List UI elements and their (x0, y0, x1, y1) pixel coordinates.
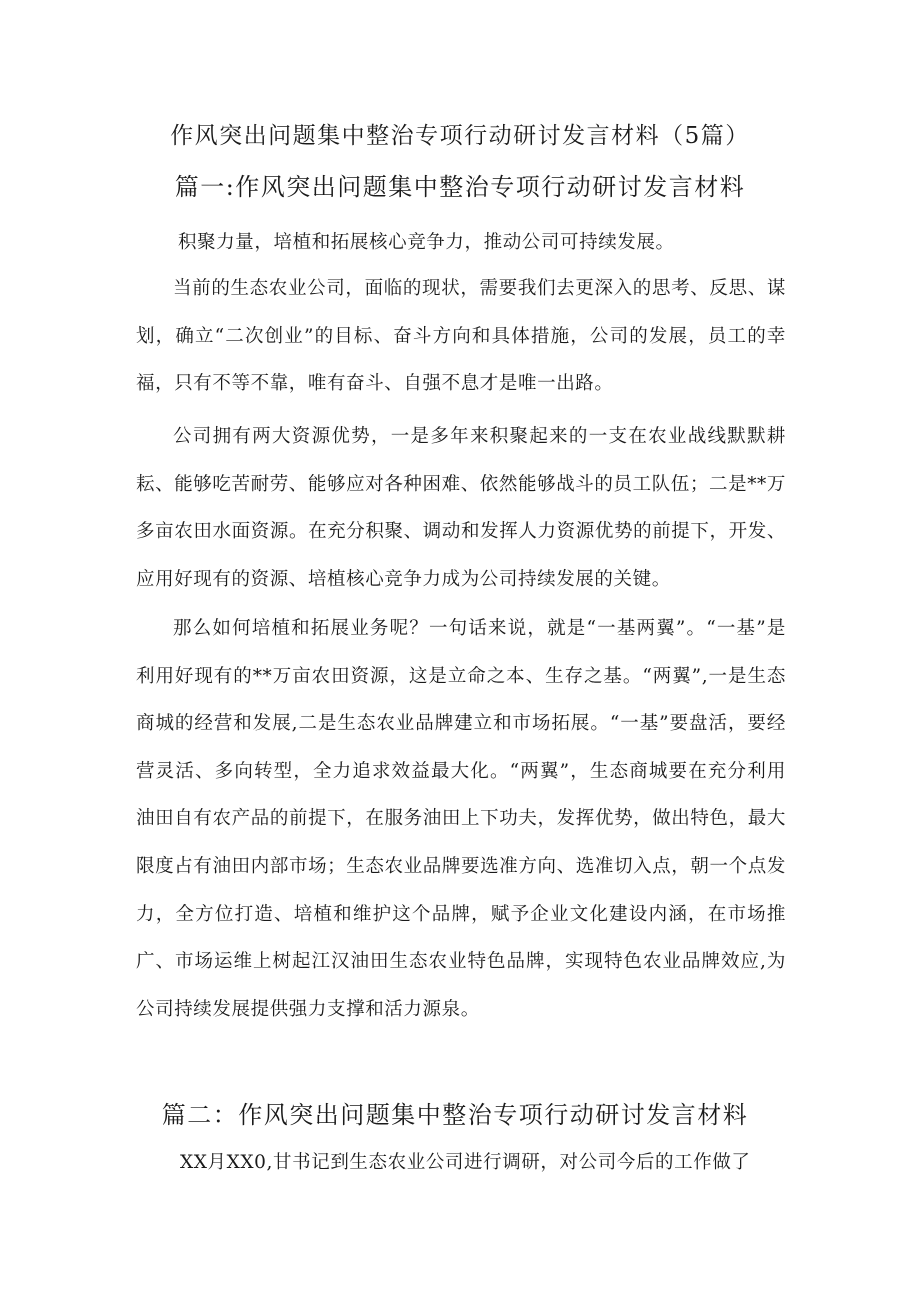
document-title: 作风突出问题集中整治专项行动研讨发言材料（5篇） (170, 123, 750, 149)
section-1-paragraph-1: 积聚力量，培植和拓展核心竞争力，推动公司可持续发展。 (178, 232, 675, 253)
section-2-heading: 篇二：作风突出问题集中整治专项行动研讨发言材料 (161, 1101, 749, 1129)
section-1-paragraph-2: 当前的生态农业公司，面临的现状，需要我们去更深入的思考、反思、谋划，确立“二次创业”的目标、奋斗方向和具体措施，公司的发展，员工的幸福，只有不等不靠，唯有奋斗、自强不息才是唯一出路。 (136, 278, 786, 395)
section-1-paragraph-4: 那么如何培植和拓展业务呢？一句话来说，就是“一基两翼”。“一基”是利用好现有的**万亩农田资源，这是立命之本、生存之基。“两翼”,一是生态商城的经营和发展,二是生态农业品牌建立和市场拓展。“一基”要盘活，要经营灵活、多向转型，全力追求效益最大化。“两翼”，生态商城要在充分利用油田自有农产品的前提下，在服务油田上下功夫，发挥优势，做出特色，最大限度占有油田内部市场；生态农业品牌要选准方向、选准切入点，朝一个点发力，全方位打造、培植和维护这个品牌，赋予企业文化建设内涵，在市场推广、市场运维上树起江汉油田生态农业特色品牌，实现特色农业品牌效应,为公司持续发展提供强力支撑和活力源泉。 (136, 618, 786, 1020)
section-1-paragraph-3: 公司拥有两大资源优势，一是多年来积聚起来的一支在农业战线默默耕耘、能够吃苦耐劳、能够应对各种困难、依然能够战斗的员工队伍；二是**万多亩农田水面资源。在充分积聚、调动和发挥人力资源优势的前提下，开发、应用好现有的资源、培植核心竞争力成为公司持续发展的关键。 (136, 426, 787, 590)
section-1-heading: 篇一:作风突出问题集中整治专项行动研讨发言材料 (174, 173, 746, 201)
section-2-paragraph-1: XX月XX0,甘书记到生态农业公司进行调研，对公司今后的工作做了 (180, 1152, 751, 1173)
